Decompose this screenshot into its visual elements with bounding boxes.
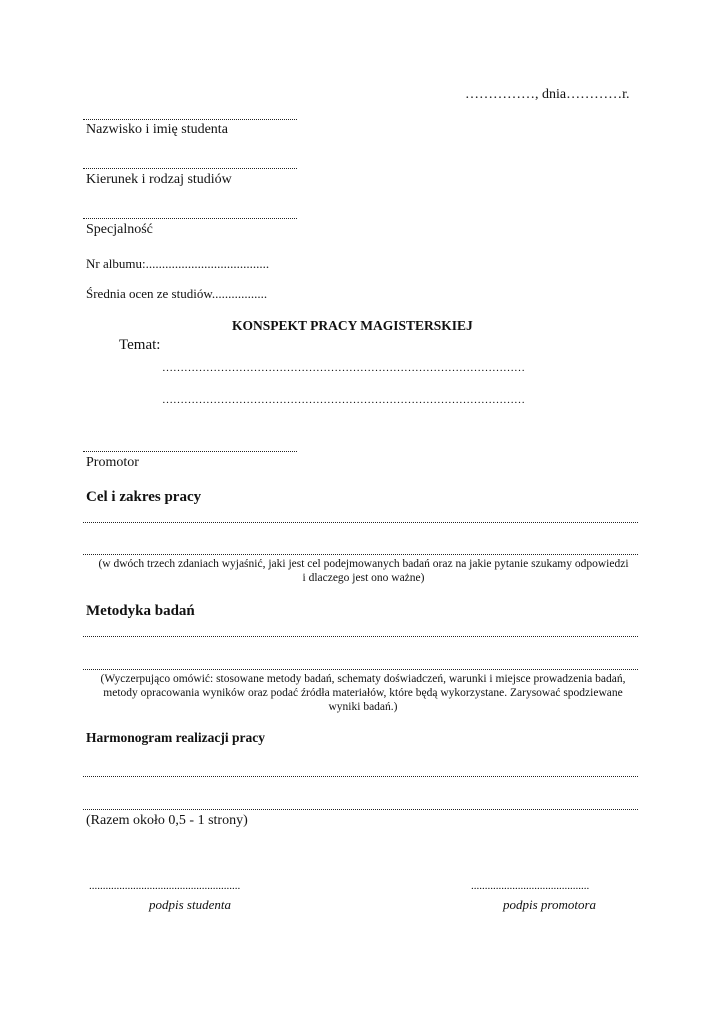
student-signature-line: ....................................................... [89, 880, 241, 892]
method-note: (Wyczerpująco omówić: stosowane metody badań, schematy doświadczeń, warunki i miejsce prowadzenia badań, metody opracowania wyników oraz podać źródła materiałów, które będą wykorzystane. Zarysować spodziewane wyniki badań.) [100, 673, 626, 713]
student-name-dotted-line[interactable] [83, 119, 297, 120]
schedule-heading: Harmonogram realizacji pracy [86, 730, 265, 745]
method-dotted-line-2[interactable] [83, 669, 638, 670]
topic-label: Temat: [119, 337, 161, 353]
supervisor-signature-label: podpis promotora [503, 897, 597, 912]
goal-dotted-line-2[interactable] [83, 554, 638, 555]
method-heading: Metodyka badań [86, 603, 195, 619]
supervisor-dotted-line[interactable] [83, 451, 297, 452]
topic-line-2: ……………………………………………………………………………………… [162, 394, 525, 406]
schedule-dotted-line-2[interactable] [83, 809, 638, 810]
schedule-footnote: (Razem około 0,5 - 1 strony) [86, 813, 248, 828]
date-line: ……………, dnia…………r. [465, 87, 630, 102]
study-field-dotted-line[interactable] [83, 168, 297, 169]
album-number-field: Nr albumu:...................................... [86, 256, 270, 271]
method-dotted-line-1[interactable] [83, 636, 638, 637]
document-title: KONSPEKT PRACY MAGISTERSKIEJ [232, 318, 473, 333]
student-signature-label: podpis studenta [149, 897, 231, 912]
grade-average-field: Średnia ocen ze studiów................. [86, 286, 268, 301]
goal-note: (w dwóch trzech zdaniach wyjaśnić, jaki jest cel podejmowanych badań oraz na jakie pytanie szukamy odpowiedzi i dlaczego jest ono ważne) [98, 558, 629, 584]
goal-heading: Cel i zakres pracy [86, 489, 202, 505]
study-field-label: Kierunek i rodzaj studiów [86, 172, 232, 187]
specialty-label: Specjalność [86, 222, 153, 237]
specialty-dotted-line[interactable] [83, 218, 297, 219]
schedule-dotted-line-1[interactable] [83, 776, 638, 777]
goal-dotted-line-1[interactable] [83, 522, 638, 523]
student-name-label: Nazwisko i imię studenta [86, 122, 228, 137]
supervisor-label: Promotor [86, 455, 139, 470]
topic-line-1: ……………………………………………………………………………………… [162, 362, 525, 374]
supervisor-signature-line: ........................................... [471, 880, 590, 892]
